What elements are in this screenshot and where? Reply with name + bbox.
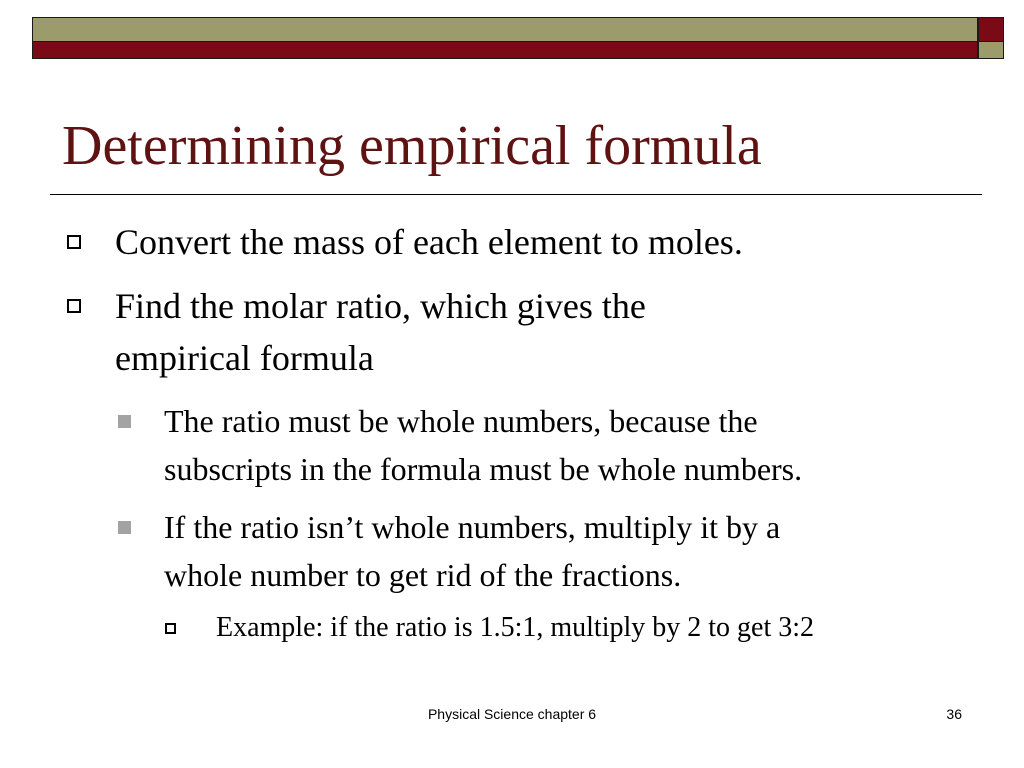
header-olive-bar xyxy=(32,17,978,42)
hollow-square-bullet-icon xyxy=(165,623,176,634)
bullet-text-line-2: subscripts in the formula must be whole numbers. xyxy=(164,451,803,487)
header-red-square xyxy=(978,17,1004,42)
bullet-text: Example: if the ratio is 1.5:1, multiply by 2 to get 3:2 xyxy=(216,612,815,643)
bullet-item-3 xyxy=(164,397,994,493)
bullet-text-line-1: Find the molar ratio, which gives the xyxy=(115,286,646,326)
solid-square-bullet-icon xyxy=(118,521,131,534)
bullet-item-5 xyxy=(216,608,1006,648)
bullet-text-line-2: whole number to get rid of the fractions. xyxy=(164,557,682,593)
bullet-text: Convert the mass of each element to moles. xyxy=(115,222,743,262)
slide-number: 36 xyxy=(946,706,962,722)
hollow-square-bullet-icon xyxy=(67,235,81,249)
footer-text: Physical Science chapter 6 xyxy=(427,706,597,722)
bullet-item-4 xyxy=(164,503,994,599)
title-divider xyxy=(50,194,982,195)
hollow-square-bullet-icon xyxy=(67,299,81,313)
bullet-text-line-1: The ratio must be whole numbers, because the xyxy=(164,403,758,439)
bullet-text-line-1: If the ratio isn’t whole numbers, multiply it by a xyxy=(164,509,781,545)
header-olive-square xyxy=(978,42,1004,59)
header-red-bar xyxy=(32,42,978,59)
slide-title: Determining empirical formula xyxy=(62,115,762,177)
solid-square-bullet-icon xyxy=(118,415,131,428)
bullet-item-1 xyxy=(115,216,975,268)
bullet-text-line-2: empirical formula xyxy=(115,338,374,378)
bullet-item-2 xyxy=(115,280,975,384)
